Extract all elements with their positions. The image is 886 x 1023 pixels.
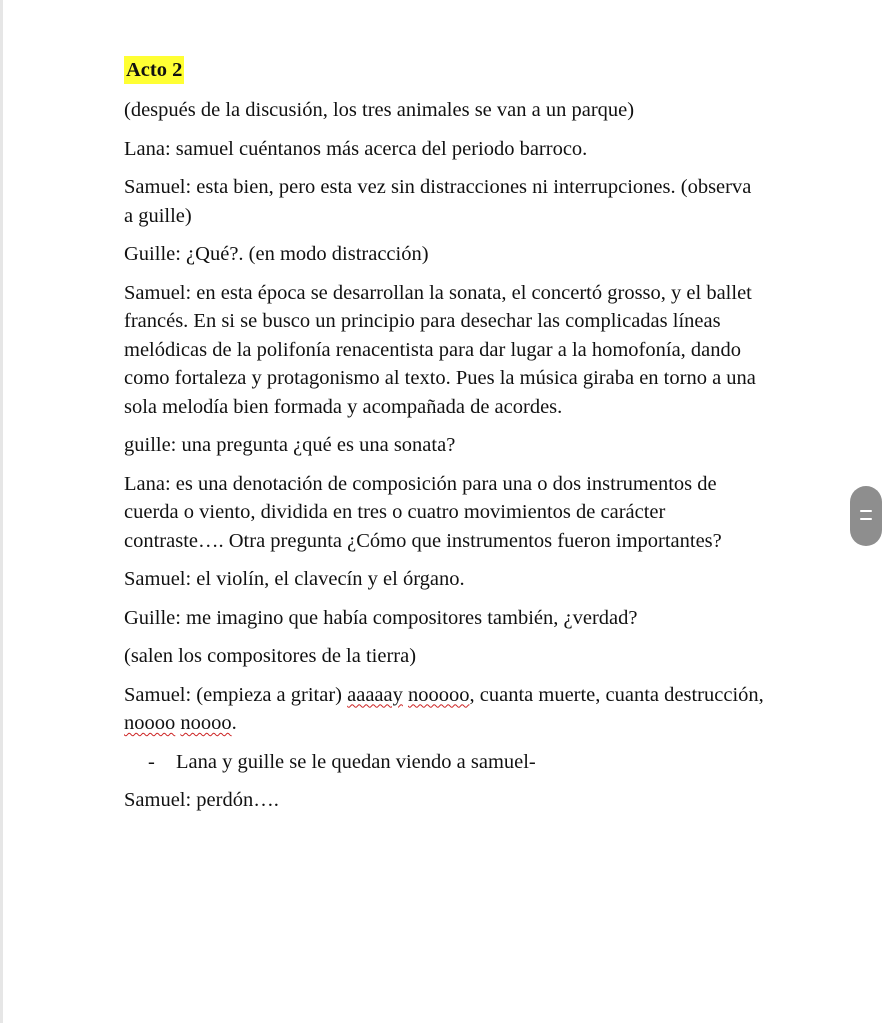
- act-heading: Acto 2: [124, 56, 184, 84]
- spellcheck-word[interactable]: noooo: [180, 712, 232, 734]
- spellcheck-word[interactable]: nooooo: [408, 683, 470, 706]
- list-item: [124, 748, 764, 777]
- spellcheck-word[interactable]: aaaaay: [347, 683, 403, 706]
- dialogue-samuel-3: Samuel: el violín, el clavecín y el órgano.: [124, 568, 465, 590]
- dialogue-guille-3: Guille: me imagino que había compositores también, ¿verdad?: [124, 606, 638, 629]
- dialogue-lana-1: Lana: samuel cuéntanos más acerca del periodo barroco.: [124, 137, 588, 160]
- scroll-handle[interactable]: [850, 486, 882, 546]
- list-dash: -: [148, 750, 155, 773]
- stage-direction-composers: (salen los compositores de la tierra): [124, 645, 417, 667]
- grip-line-icon: [860, 510, 872, 512]
- grip-line-icon: [860, 518, 872, 520]
- spellcheck-word[interactable]: noooo: [124, 712, 176, 734]
- document-body: [124, 56, 764, 825]
- scream-middle: , cuanta muerte, cuanta destrucción,: [469, 683, 764, 706]
- dialogue-guille-1: Guille: ¿Qué?. (en modo distracción): [124, 243, 429, 265]
- dialogue-guille-2: guille: una pregunta ¿qué es una sonata?: [124, 434, 456, 456]
- dialogue-samuel-2: Samuel: en esta época se desarrollan la sonata, el concertó grosso, y el ballet francés. En si se busco un principio para desechar las complicadas líneas melódicas de la polifonía renacentista para dar lugar a la homofonía, dando como fortaleza y protagonismo al texto. Pues la música giraba en torno a una sola melodía bien formada y acompañada de acordes.: [124, 281, 756, 418]
- dialogue-samuel-closing: Samuel: perdón….: [124, 789, 279, 811]
- scream-suffix: .: [231, 712, 237, 734]
- dialogue-samuel-scream: [124, 681, 764, 738]
- list-item-text: Lana y guille se le quedan viendo a samuel-: [176, 750, 536, 773]
- dialogue-samuel-1: Samuel: esta bien, pero esta vez sin distracciones ni interrupciones. (observa a guille): [124, 176, 752, 227]
- stage-direction-park: (después de la discusión, los tres animales se van a un parque): [124, 99, 635, 121]
- page-edge: [0, 0, 3, 1023]
- dialogue-lana-2: Lana: es una denotación de composición para una o dos instrumentos de cuerda o viento, dividida en tres o cuatro movimientos de carácter contraste…. Otra pregunta ¿Cómo que instrumentos fueron importantes?: [124, 472, 722, 552]
- scream-prefix: Samuel: (empieza a gritar): [124, 683, 348, 706]
